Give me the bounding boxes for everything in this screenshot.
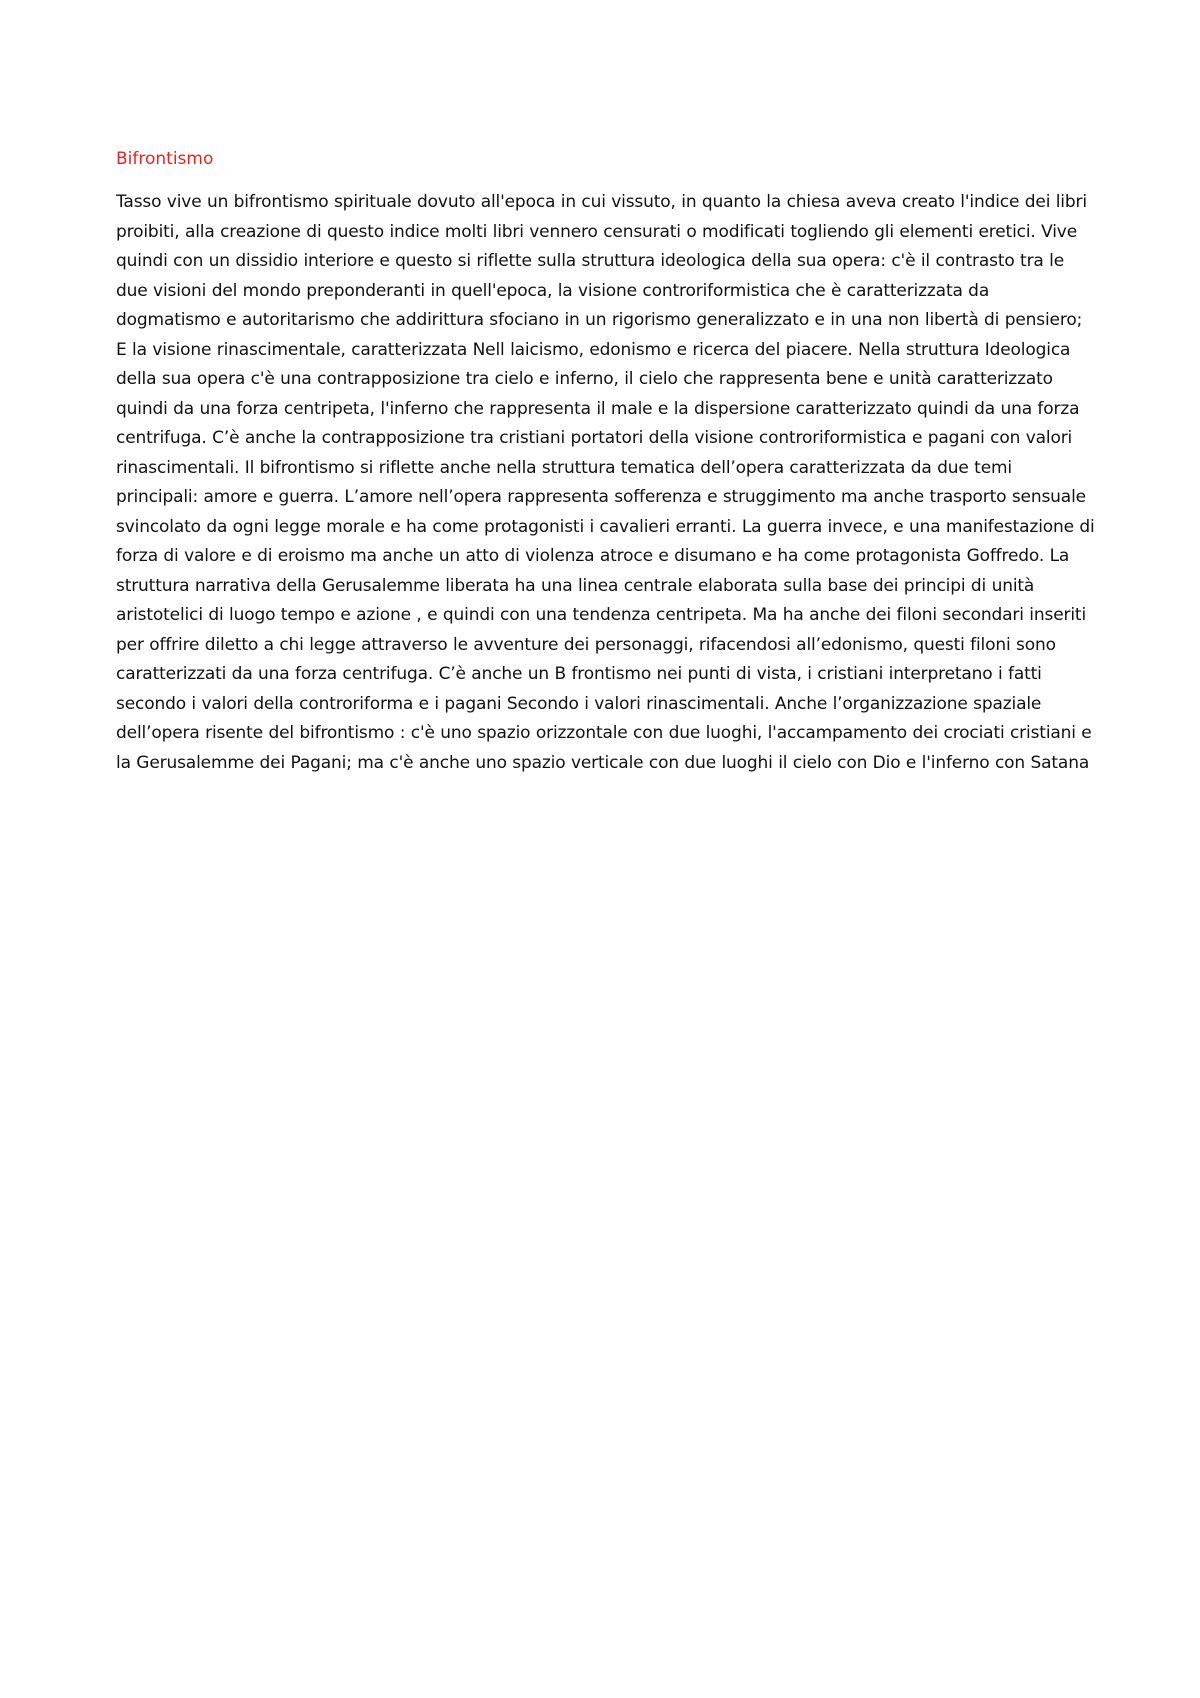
document-body-paragraph: Tasso vive un bifrontismo spirituale dovuto all'epoca in cui vissuto, in quanto la chiesa aveva creato l'indice dei libri proibiti, alla creazione di questo indice molti libri vennero censurati o modificati togliendo gli elementi eretici. Vive quindi con un dissidio interiore e questo si riflette sulla struttura ideologica della sua opera: c'è il contrasto tra le due visioni del mondo preponderanti in quell'epoca, la visione controriformistica che è caratterizzata da dogmatismo e autoritarismo che addirittura sfociano in un rigorismo generalizzato e in una non libertà di pensiero; E la visione rinascimentale, caratterizzata Nell laicismo, edonismo e ricerca del piacere. Nella struttura Ideologica della sua opera c'è una contrapposizione tra cielo e inferno, il cielo che rappresenta bene e unità caratterizzato quindi da una forza centripeta, l'inferno che rappresenta il male e la dispersione caratterizzato quindi da una forza centrifuga. C’è anche la contrapposizione tra cristiani portatori della visione controriformistica e pagani con valori rinascimentali. Il bifrontismo si riflette anche nella struttura tematica dell’opera caratterizzata da due temi principali: amore e guerra. L’amore nell’opera rappresenta sofferenza e struggimento ma anche trasporto sensuale svincolato da ogni legge morale e ha come protagonisti i cavalieri erranti. La guerra invece, e una manifestazione di forza di valore e di eroismo ma anche un atto di violenza atroce e disumano e ha come protagonista Goffredo. La struttura narrativa della Gerusalemme liberata ha una linea centrale elaborata sulla base dei principi di unità aristotelici di luogo tempo e azione , e quindi con una tendenza centripeta. Ma ha anche dei filoni secondari inseriti per offrire diletto a chi legge attraverso le avventure dei personaggi, rifacendosi all’edonismo, questi filoni sono caratterizzati da una forza centrifuga. C’è anche un B frontismo nei punti di vista, i cristiani interpretano i fatti secondo i valori della controriforma e i pagani Secondo i valori rinascimentali. Anche l’organizzazione spaziale dell’opera risente del bifrontismo : c'è uno spazio orizzontale con due luoghi, l'accampamento dei crociati cristiani e la Gerusalemme dei Pagani; ma c'è anche uno spazio verticale con due luoghi il cielo con Dio e l'inferno con Satana: [116, 192, 1095, 773]
document-heading: Bifrontismo: [116, 149, 214, 169]
document-content: [116, 148, 1096, 778]
